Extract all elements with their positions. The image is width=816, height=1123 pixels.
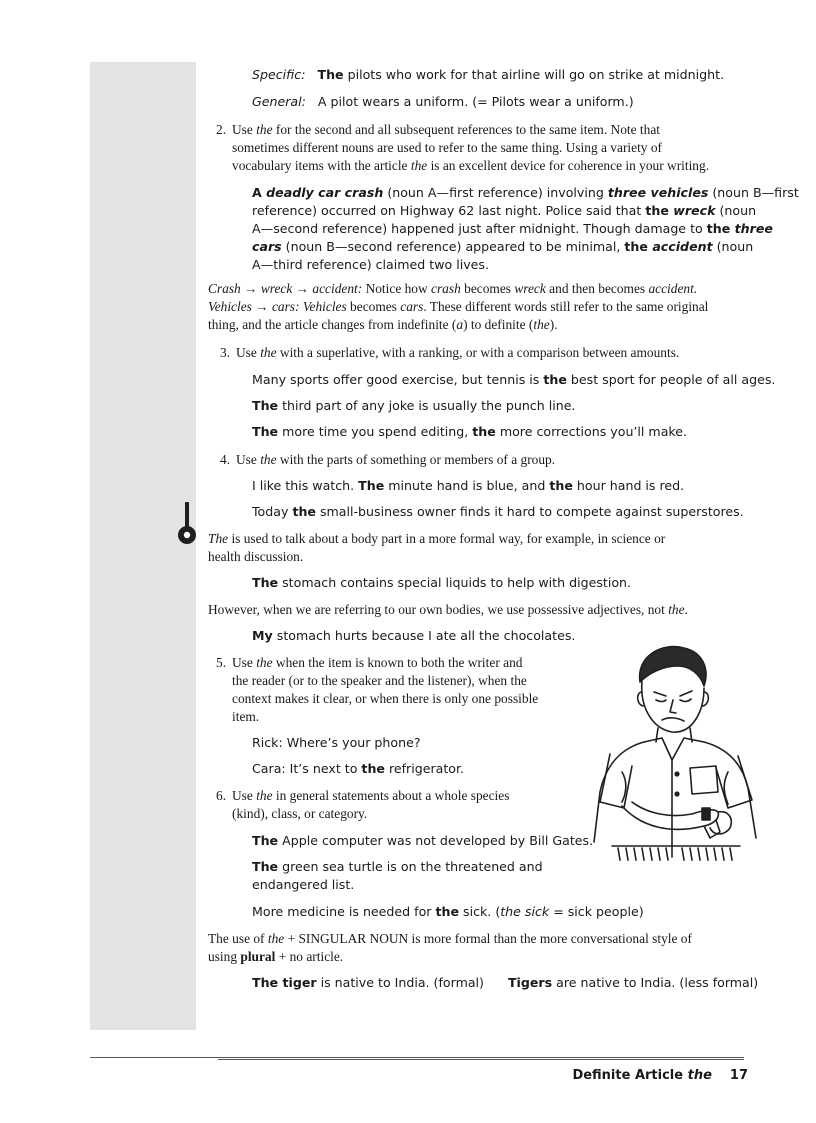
margin-shading (90, 62, 196, 1030)
rule-6-example-3: More medicine is needed for the sick. (the sick = sick people) (252, 904, 644, 919)
rule-6-example-2: The green sea turtle is on the threatened and endangered list. (252, 859, 543, 892)
rule-3-example-1: Many sports offer good exercise, but tennis is the best sport for people of all ages. (252, 372, 776, 387)
page-footer (572, 1068, 748, 1083)
rule-4-number: 4. (220, 452, 231, 467)
example-specific: Specific: The pilots who work for that airline will go on strike at midnight. (252, 67, 725, 82)
rule-3-number: 3. (220, 345, 231, 360)
rule-2-text: Use the for the second and all subsequent references to the same item. Note that sometimes different nouns are used to refer to the same thing. Using a variety of vocabulary items with the article the is an excellent device for coherence in your writing. (232, 122, 710, 173)
rule-4-text: Use the with the parts of something or members of a group. (236, 452, 556, 467)
note-icon (176, 500, 198, 546)
rule-2-number: 2. (216, 122, 227, 137)
however-note: However, when we are referring to our own bodies, we use possessive adjectives, not the. (208, 602, 688, 617)
rule-3-example-3: The more time you spend editing, the more corrections you’ll make. (252, 424, 688, 439)
body-part-note: The is used to talk about a body part in a more formal way, for example, in science or health discussion. (208, 531, 666, 564)
rule-5-example-1: Rick: Where’s your phone? (252, 735, 421, 750)
body-example-1: The stomach contains special liquids to help with digestion. (252, 575, 632, 590)
example-general: General: A pilot wears a uniform. (= Pilots wear a uniform.) (252, 94, 634, 109)
footer-title: Definite Article (572, 1068, 688, 1083)
body-example-2: My stomach hurts because I ate all the chocolates. (252, 628, 576, 643)
formality-note: The use of the + SINGULAR NOUN is more formal than the more conversational style of using plural + no article. (208, 931, 692, 964)
rule-6-text: Use the in general statements about a whole species (kind), class, or category. (232, 788, 510, 821)
footer-title-the: the (687, 1068, 712, 1083)
stomachache-man-illustration (592, 642, 760, 862)
footer-rule (90, 1057, 744, 1058)
crash-wreck-note: Crash → wreck → accident: Notice how crash becomes wreck and then becomes accident. Vehicles → cars: Vehicles becomes cars. These different words still refer to the same original thing, and the article changes from indefinite (a) to definite (the). (208, 281, 709, 332)
rule-4-example-1: I like this watch. The minute hand is blue, and the hour hand is red. (252, 478, 685, 493)
rule-5-text: Use the when the item is known to both the writer and the reader (or to the speaker and the listener), when the context makes it clear, or when there is only one possible item. (232, 655, 539, 724)
rule-3-text: Use the with a superlative, with a ranking, or with a comparison between amounts. (236, 345, 680, 360)
rule-3-example-2: The third part of any joke is usually the punch line. (252, 398, 576, 413)
page-number: 17 (729, 1068, 748, 1083)
rule-5-example-2: Cara: It’s next to the refrigerator. (252, 761, 465, 776)
rule-6-example-1: The Apple computer was not developed by Bill Gates. (252, 833, 594, 848)
tiger-example: The tiger is native to India. (formal) Tigers are native to India. (less formal) (252, 975, 759, 990)
rule-4-example-2: Today the small-business owner finds it hard to compete against superstores. (252, 504, 744, 519)
rule-2-example: A deadly car crash (noun A—first reference) involving three vehicles (noun B—first reference) occurred on Highway 62 last night. Police said that the wreck (noun A—second reference) happened just after midnight. Though damage to the three cars (noun B—second reference) appeared to be minimal, the accident (noun A—third reference) claimed two lives. (252, 185, 799, 272)
footer-rule-secondary (218, 1059, 744, 1060)
rule-5-number: 5. (216, 655, 227, 670)
rule-6-number: 6. (216, 788, 227, 803)
